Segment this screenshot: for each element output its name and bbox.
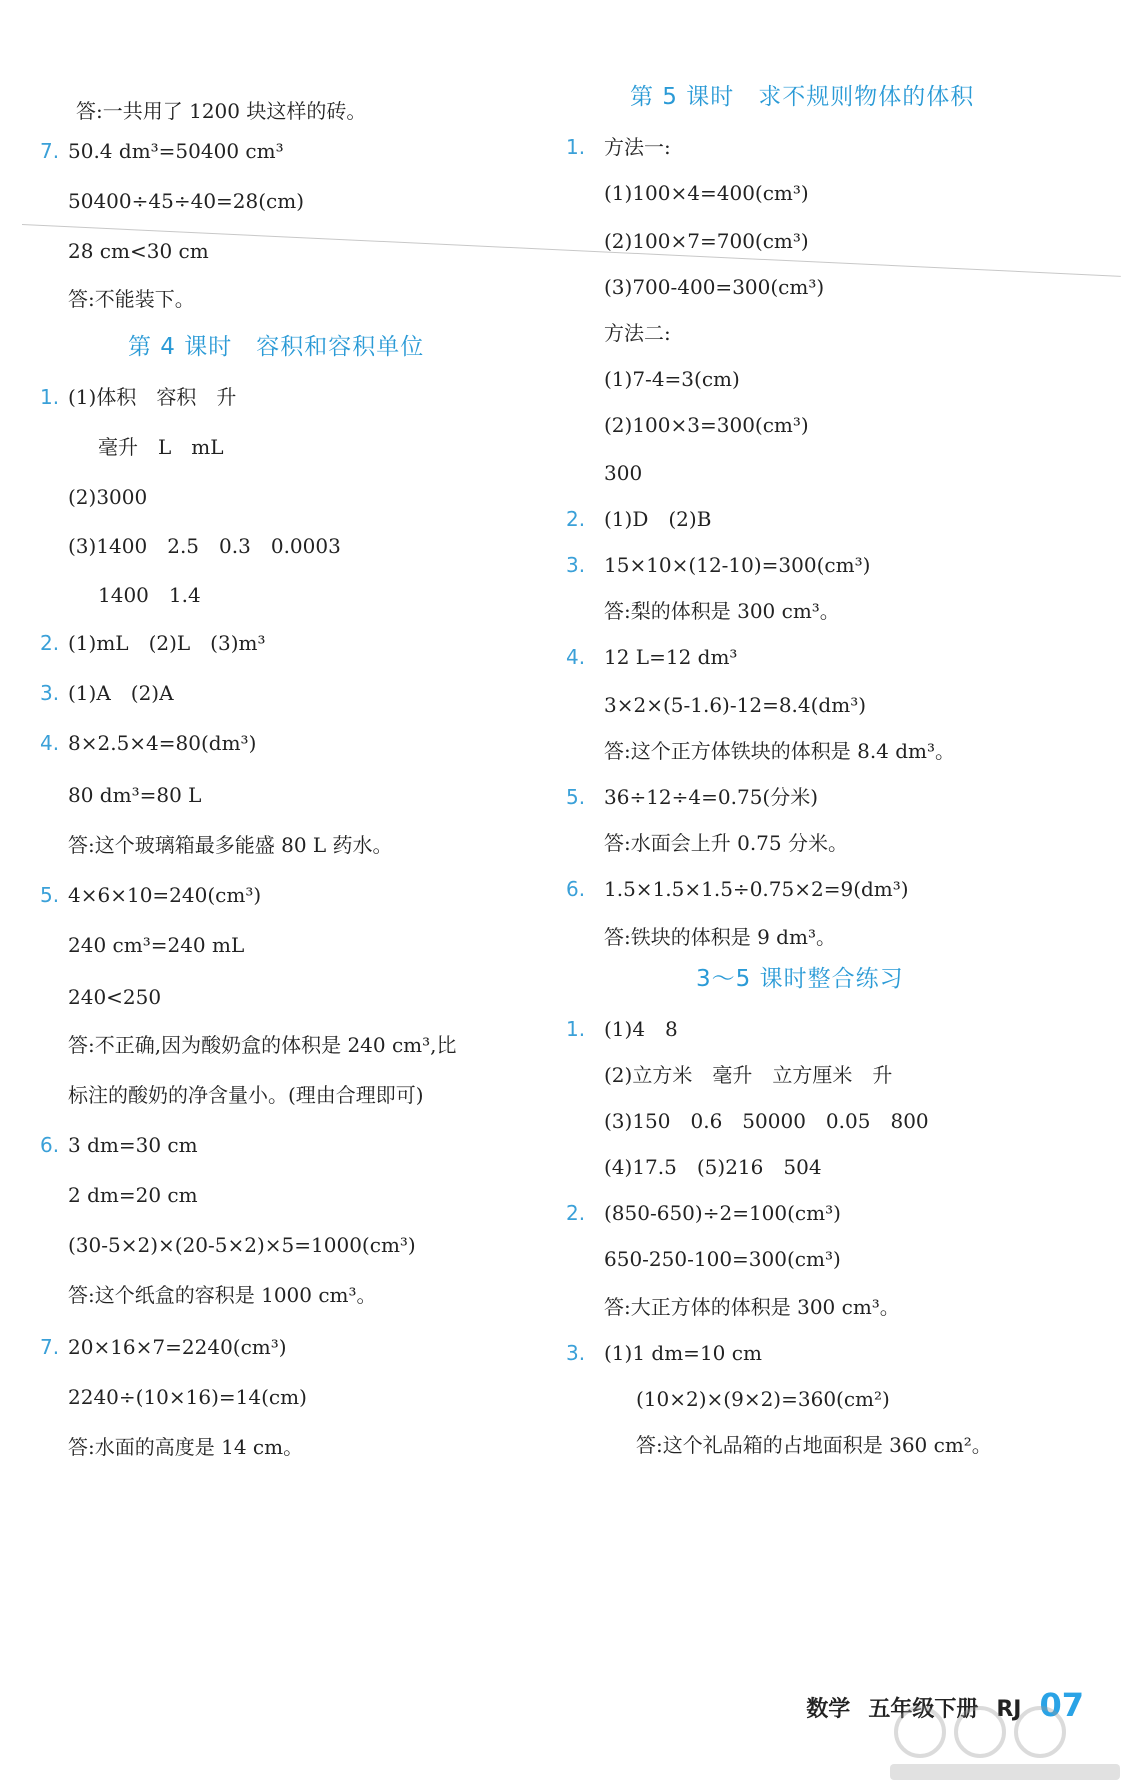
answer-line: 1400 1.4: [98, 583, 201, 607]
footer-edition: RJ: [996, 1697, 1022, 1722]
answer-line: (3)1400 2.5 0.3 0.0003: [68, 534, 341, 558]
answer-line: (10×2)×(9×2)=360(cm²): [636, 1387, 890, 1411]
answer-line: 12 L=12 dm³: [604, 645, 738, 669]
answer-line: 答:梨的体积是 300 cm³。: [604, 599, 840, 623]
answer-line: 50400÷45÷40=28(cm): [68, 189, 305, 213]
question-number: 4.: [40, 731, 60, 755]
answer-line: 毫升 L mL: [98, 435, 224, 459]
question-number: 2.: [40, 631, 60, 655]
answer-line: 答:这个纸盒的容积是 1000 cm³。: [68, 1283, 377, 1307]
question-number: 1.: [566, 135, 586, 159]
answer-line: 答:不能装下。: [68, 287, 195, 311]
answer-line: 650-250-100=300(cm³): [604, 1247, 841, 1271]
answer-line: (4)17.5 (5)216 504: [604, 1155, 822, 1179]
answer-line: 20×16×7=2240(cm³): [68, 1335, 287, 1359]
footer-subject: 数学: [806, 1697, 851, 1722]
answer-line: 答:这个礼品箱的占地面积是 360 cm²。: [636, 1433, 992, 1457]
answer-line: 8×2.5×4=80(dm³): [68, 731, 257, 755]
question-number: 7.: [40, 139, 60, 163]
question-number: 5.: [40, 883, 60, 907]
answer-line: 答:这个正方体铁块的体积是 8.4 dm³。: [604, 739, 956, 763]
section-heading: 3～5 课时整合练习: [696, 966, 904, 992]
question-number: 2.: [566, 507, 586, 531]
question-number: 4.: [566, 645, 586, 669]
answer-line: (2)100×7=700(cm³): [604, 229, 809, 253]
answer-line: (2)立方米 毫升 立方厘米 升: [604, 1063, 893, 1087]
answer-line: (1)100×4=400(cm³): [604, 181, 809, 205]
question-number: 2.: [566, 1201, 586, 1225]
answer-line: 15×10×(12-10)=300(cm³): [604, 553, 871, 577]
question-number: 1.: [566, 1017, 586, 1041]
answer-line: 3×2×(5-1.6)-12=8.4(dm³): [604, 693, 867, 717]
answer-line: 答:水面的高度是 14 cm。: [68, 1435, 304, 1459]
section-heading: 第 4 课时 容积和容积单位: [128, 334, 425, 360]
question-number: 6.: [40, 1133, 60, 1157]
answer-line: 240<250: [68, 985, 162, 1009]
answer-line: 答:水面会上升 0.75 分米。: [604, 831, 848, 855]
answer-line: 方法二:: [604, 321, 671, 345]
answer-line: 答:不正确,因为酸奶盒的体积是 240 cm³,比: [68, 1033, 457, 1057]
answer-line: 答:大正方体的体积是 300 cm³。: [604, 1295, 900, 1319]
answer-line: (30-5×2)×(20-5×2)×5=1000(cm³): [68, 1233, 416, 1257]
answer-line: (1)A (2)A: [68, 681, 174, 705]
answer-line: 36÷12÷4=0.75(分米): [604, 785, 819, 809]
question-number: 5.: [566, 785, 586, 809]
answer-line: (1)7-4=3(cm): [604, 367, 740, 391]
answer-line: (3)150 0.6 50000 0.05 800: [604, 1109, 929, 1133]
answer-line: 2 dm=20 cm: [68, 1183, 198, 1207]
answer-line: 2240÷(10×16)=14(cm): [68, 1385, 307, 1409]
answer-line: 28 cm<30 cm: [68, 239, 209, 263]
answer-line: (1)D (2)B: [604, 507, 712, 531]
answer-line: (1)1 dm=10 cm: [604, 1341, 762, 1365]
question-number: 6.: [566, 877, 586, 901]
answer-line: 1.5×1.5×1.5÷0.75×2=9(dm³): [604, 877, 909, 901]
answer-line: 方法一:: [604, 135, 671, 159]
question-number: 7.: [40, 1335, 60, 1359]
answer-line: 300: [604, 461, 643, 485]
answer-line: (1)体积 容积 升: [68, 385, 237, 409]
page-number: 07: [1039, 1686, 1084, 1724]
answer-line: 答:铁块的体积是 9 dm³。: [604, 925, 836, 949]
question-number: 3.: [566, 553, 586, 577]
answer-line: 80 dm³=80 L: [68, 783, 202, 807]
answer-line: 答:这个玻璃箱最多能盛 80 L 药水。: [68, 833, 393, 857]
section-heading: 第 5 课时 求不规则物体的体积: [630, 84, 975, 110]
question-number: 3.: [40, 681, 60, 705]
answer-line: (2)3000: [68, 485, 148, 509]
answer-line: 240 cm³=240 mL: [68, 933, 245, 957]
answer-line: 答:一共用了 1200 块这样的砖。: [76, 99, 367, 123]
footer-grade: 五年级下册: [868, 1697, 979, 1722]
answer-line: 3 dm=30 cm: [68, 1133, 198, 1157]
answer-line: 4×6×10=240(cm³): [68, 883, 262, 907]
answer-line: (1)mL (2)L (3)m³: [68, 631, 266, 655]
answer-line: 标注的酸奶的净含量小。(理由合理即可): [68, 1083, 424, 1107]
answer-line: (850-650)÷2=100(cm³): [604, 1201, 841, 1225]
answer-line: (3)700-400=300(cm³): [604, 275, 825, 299]
watermark-logo: [880, 1700, 1130, 1786]
question-number: 3.: [566, 1341, 586, 1365]
answer-line: (2)100×3=300(cm³): [604, 413, 809, 437]
answer-line: (1)4 8: [604, 1017, 678, 1041]
question-number: 1.: [40, 385, 60, 409]
answer-line: 50.4 dm³=50400 cm³: [68, 139, 284, 163]
